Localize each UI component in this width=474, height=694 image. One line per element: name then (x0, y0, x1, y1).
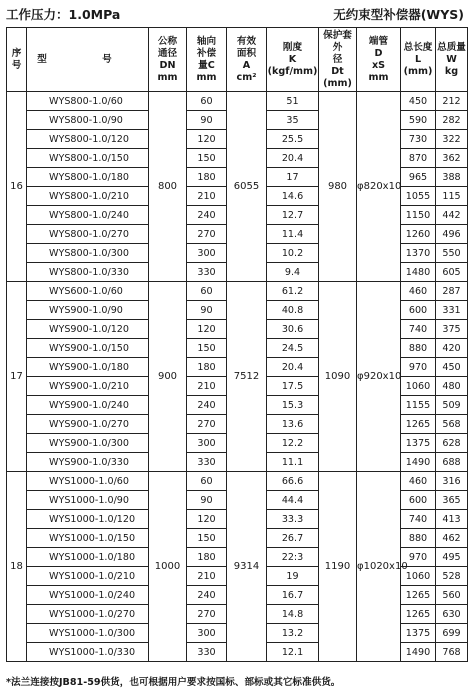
cell-length: 1155 (401, 396, 436, 415)
cell-area: 6055 (227, 92, 267, 282)
cell-length: 1265 (401, 586, 436, 605)
col-header-pipe-text: 端管 D xS mm (368, 35, 389, 83)
cell-model: WYS900-1.0/300 (27, 434, 149, 453)
cell-stiffness: 14.8 (267, 605, 319, 624)
cell-compensation: 270 (187, 605, 227, 624)
cell-stiffness: 12.2 (267, 434, 319, 453)
col-header-dn-text: 公称 通径 DN mm (157, 35, 178, 83)
col-header-length (401, 28, 436, 92)
cell-weight: 528 (436, 567, 468, 586)
cell-compensation: 150 (187, 149, 227, 168)
cell-stiffness: 15.3 (267, 396, 319, 415)
cell-compensation: 120 (187, 510, 227, 529)
cell-compensation: 60 (187, 92, 227, 111)
cell-model: WYS900-1.0/270 (27, 415, 149, 434)
cell-model: WYS1000-1.0/330 (27, 643, 149, 662)
cell-end-pipe: φ820x10 (357, 92, 401, 282)
cell-compensation: 90 (187, 111, 227, 130)
cell-model: WYS800-1.0/270 (27, 225, 149, 244)
cell-compensation: 300 (187, 434, 227, 453)
cell-compensation: 180 (187, 548, 227, 567)
cell-stiffness: 26.7 (267, 529, 319, 548)
cell-sleeve-od: 1090 (319, 282, 357, 472)
cell-length: 880 (401, 529, 436, 548)
cell-length: 970 (401, 548, 436, 567)
cell-weight: 509 (436, 396, 468, 415)
cell-stiffness: 30.6 (267, 320, 319, 339)
cell-compensation: 120 (187, 130, 227, 149)
cell-length: 450 (401, 92, 436, 111)
col-header-stiffness (267, 28, 319, 92)
cell-compensation: 60 (187, 282, 227, 301)
product-title: 无约束型补偿器(WYS) (333, 7, 464, 22)
cell-weight: 212 (436, 92, 468, 111)
cell-weight: 331 (436, 301, 468, 320)
cell-compensation: 120 (187, 320, 227, 339)
cell-end-pipe: φ920x10 (357, 282, 401, 472)
document-header (6, 3, 470, 23)
cell-length: 1060 (401, 567, 436, 586)
cell-stiffness: 13.2 (267, 624, 319, 643)
cell-length: 740 (401, 510, 436, 529)
cell-weight: 420 (436, 339, 468, 358)
cell-weight: 388 (436, 168, 468, 187)
cell-compensation: 180 (187, 168, 227, 187)
cell-model: WYS800-1.0/240 (27, 206, 149, 225)
cell-stiffness: 10.2 (267, 244, 319, 263)
cell-stiffness: 51 (267, 92, 319, 111)
cell-weight: 699 (436, 624, 468, 643)
col-header-model-text: 型 号 (37, 53, 138, 65)
cell-length: 460 (401, 282, 436, 301)
cell-length: 1260 (401, 225, 436, 244)
table-row (7, 472, 468, 491)
cell-model: WYS1000-1.0/180 (27, 548, 149, 567)
cell-compensation: 150 (187, 339, 227, 358)
cell-model: WYS1000-1.0/240 (27, 586, 149, 605)
cell-weight: 450 (436, 358, 468, 377)
cell-weight: 495 (436, 548, 468, 567)
col-header-area-text: 有效 面积 A cm² (236, 35, 257, 83)
cell-length: 740 (401, 320, 436, 339)
cell-stiffness: 17 (267, 168, 319, 187)
cell-model: WYS800-1.0/60 (27, 92, 149, 111)
cell-weight: 768 (436, 643, 468, 662)
col-header-weight-text: 总质量 W kg (437, 41, 466, 77)
cell-weight: 413 (436, 510, 468, 529)
cell-stiffness: 33.3 (267, 510, 319, 529)
col-header-weight (436, 28, 468, 92)
cell-weight: 568 (436, 415, 468, 434)
cell-compensation: 300 (187, 624, 227, 643)
cell-model: WYS900-1.0/330 (27, 453, 149, 472)
cell-length: 1055 (401, 187, 436, 206)
cell-length: 1480 (401, 263, 436, 282)
col-header-length-text: 总长度 L (mm) (403, 41, 433, 77)
cell-model: WYS800-1.0/150 (27, 149, 149, 168)
cell-area: 9314 (227, 472, 267, 662)
col-header-dn (149, 28, 187, 92)
cell-length: 1150 (401, 206, 436, 225)
cell-weight: 560 (436, 586, 468, 605)
col-header-stiff-text: 刚度 K (kgf/mm) (267, 41, 318, 77)
cell-stiffness: 24.5 (267, 339, 319, 358)
cell-model: WYS1000-1.0/60 (27, 472, 149, 491)
footnote: *法兰连接按JB81-59供货，也可根据用户要求按国标、部标或其它标准供货。 (6, 677, 341, 688)
cell-weight: 605 (436, 263, 468, 282)
cell-weight: 496 (436, 225, 468, 244)
cell-end-pipe: φ1020x10 (357, 472, 401, 662)
cell-stiffness: 22:3 (267, 548, 319, 567)
cell-length: 1370 (401, 244, 436, 263)
col-header-seq-text: 序 号 (11, 47, 22, 71)
cell-length: 1265 (401, 605, 436, 624)
cell-weight: 365 (436, 491, 468, 510)
cell-model: WYS900-1.0/150 (27, 339, 149, 358)
cell-length: 590 (401, 111, 436, 130)
cell-model: WYS800-1.0/90 (27, 111, 149, 130)
cell-model: WYS1000-1.0/150 (27, 529, 149, 548)
cell-model: WYS900-1.0/90 (27, 301, 149, 320)
cell-stiffness: 16.7 (267, 586, 319, 605)
cell-compensation: 90 (187, 301, 227, 320)
cell-compensation: 60 (187, 472, 227, 491)
cell-model: WYS900-1.0/120 (27, 320, 149, 339)
cell-compensation: 240 (187, 396, 227, 415)
cell-compensation: 150 (187, 529, 227, 548)
cell-weight: 316 (436, 472, 468, 491)
cell-model: WYS1000-1.0/90 (27, 491, 149, 510)
cell-model: WYS1000-1.0/300 (27, 624, 149, 643)
table-body (7, 92, 468, 662)
cell-length: 1490 (401, 453, 436, 472)
cell-length: 600 (401, 301, 436, 320)
cell-model: WYS800-1.0/210 (27, 187, 149, 206)
cell-weight: 362 (436, 149, 468, 168)
cell-stiffness: 66.6 (267, 472, 319, 491)
cell-compensation: 210 (187, 187, 227, 206)
working-pressure-label: 工作压力：1.0MPa (6, 7, 121, 22)
cell-stiffness: 44.4 (267, 491, 319, 510)
cell-dn: 1000 (149, 472, 187, 662)
table-row (7, 92, 468, 111)
cell-stiffness: 9.4 (267, 263, 319, 282)
cell-compensation: 240 (187, 206, 227, 225)
col-header-dt-text: 保护套 外 径 Dt (mm) (323, 29, 352, 89)
cell-length: 965 (401, 168, 436, 187)
cell-stiffness: 19 (267, 567, 319, 586)
cell-length: 1375 (401, 434, 436, 453)
cell-compensation: 270 (187, 225, 227, 244)
cell-compensation: 300 (187, 244, 227, 263)
col-header-seq (7, 28, 27, 92)
cell-compensation: 270 (187, 415, 227, 434)
cell-stiffness: 13.6 (267, 415, 319, 434)
spec-table (6, 27, 468, 662)
cell-model: WYS1000-1.0/120 (27, 510, 149, 529)
cell-dn: 900 (149, 282, 187, 472)
cell-compensation: 90 (187, 491, 227, 510)
cell-model: WYS600-1.0/60 (27, 282, 149, 301)
cell-model: WYS800-1.0/120 (27, 130, 149, 149)
cell-stiffness: 11.1 (267, 453, 319, 472)
cell-length: 870 (401, 149, 436, 168)
cell-length: 1060 (401, 377, 436, 396)
cell-area: 7512 (227, 282, 267, 472)
cell-length: 1375 (401, 624, 436, 643)
cell-weight: 287 (436, 282, 468, 301)
cell-seq: 16 (7, 92, 27, 282)
cell-stiffness: 40.8 (267, 301, 319, 320)
col-header-area (227, 28, 267, 92)
cell-compensation: 240 (187, 586, 227, 605)
cell-weight: 115 (436, 187, 468, 206)
cell-stiffness: 17.5 (267, 377, 319, 396)
cell-model: WYS1000-1.0/270 (27, 605, 149, 624)
cell-weight: 282 (436, 111, 468, 130)
col-header-comp-text: 轴向 补偿 量C mm (196, 35, 217, 83)
cell-seq: 18 (7, 472, 27, 662)
col-header-sleeve-od (319, 28, 357, 92)
cell-weight: 322 (436, 130, 468, 149)
cell-dn: 800 (149, 92, 187, 282)
cell-weight: 480 (436, 377, 468, 396)
cell-stiffness: 14.6 (267, 187, 319, 206)
cell-stiffness: 35 (267, 111, 319, 130)
cell-weight: 688 (436, 453, 468, 472)
cell-model: WYS900-1.0/210 (27, 377, 149, 396)
col-header-model (27, 28, 149, 92)
cell-seq: 17 (7, 282, 27, 472)
cell-stiffness: 20.4 (267, 149, 319, 168)
cell-compensation: 210 (187, 377, 227, 396)
cell-weight: 462 (436, 529, 468, 548)
cell-compensation: 330 (187, 263, 227, 282)
cell-length: 460 (401, 472, 436, 491)
cell-length: 970 (401, 358, 436, 377)
cell-stiffness: 11.4 (267, 225, 319, 244)
cell-stiffness: 20.4 (267, 358, 319, 377)
cell-weight: 628 (436, 434, 468, 453)
cell-model: WYS1000-1.0/210 (27, 567, 149, 586)
cell-model: WYS800-1.0/300 (27, 244, 149, 263)
cell-sleeve-od: 980 (319, 92, 357, 282)
cell-compensation: 330 (187, 643, 227, 662)
cell-stiffness: 61.2 (267, 282, 319, 301)
cell-weight: 375 (436, 320, 468, 339)
cell-stiffness: 25.5 (267, 130, 319, 149)
cell-stiffness: 12.1 (267, 643, 319, 662)
cell-model: WYS800-1.0/330 (27, 263, 149, 282)
cell-compensation: 180 (187, 358, 227, 377)
cell-stiffness: 12.7 (267, 206, 319, 225)
cell-length: 600 (401, 491, 436, 510)
cell-model: WYS900-1.0/180 (27, 358, 149, 377)
table-row (7, 282, 468, 301)
cell-weight: 630 (436, 605, 468, 624)
cell-weight: 442 (436, 206, 468, 225)
cell-sleeve-od: 1190 (319, 472, 357, 662)
cell-compensation: 330 (187, 453, 227, 472)
header-row (7, 28, 468, 92)
cell-length: 1265 (401, 415, 436, 434)
col-header-compensation (187, 28, 227, 92)
cell-length: 730 (401, 130, 436, 149)
cell-weight: 550 (436, 244, 468, 263)
cell-length: 1490 (401, 643, 436, 662)
col-header-end-pipe (357, 28, 401, 92)
cell-model: WYS900-1.0/240 (27, 396, 149, 415)
cell-compensation: 210 (187, 567, 227, 586)
cell-length: 880 (401, 339, 436, 358)
cell-model: WYS800-1.0/180 (27, 168, 149, 187)
